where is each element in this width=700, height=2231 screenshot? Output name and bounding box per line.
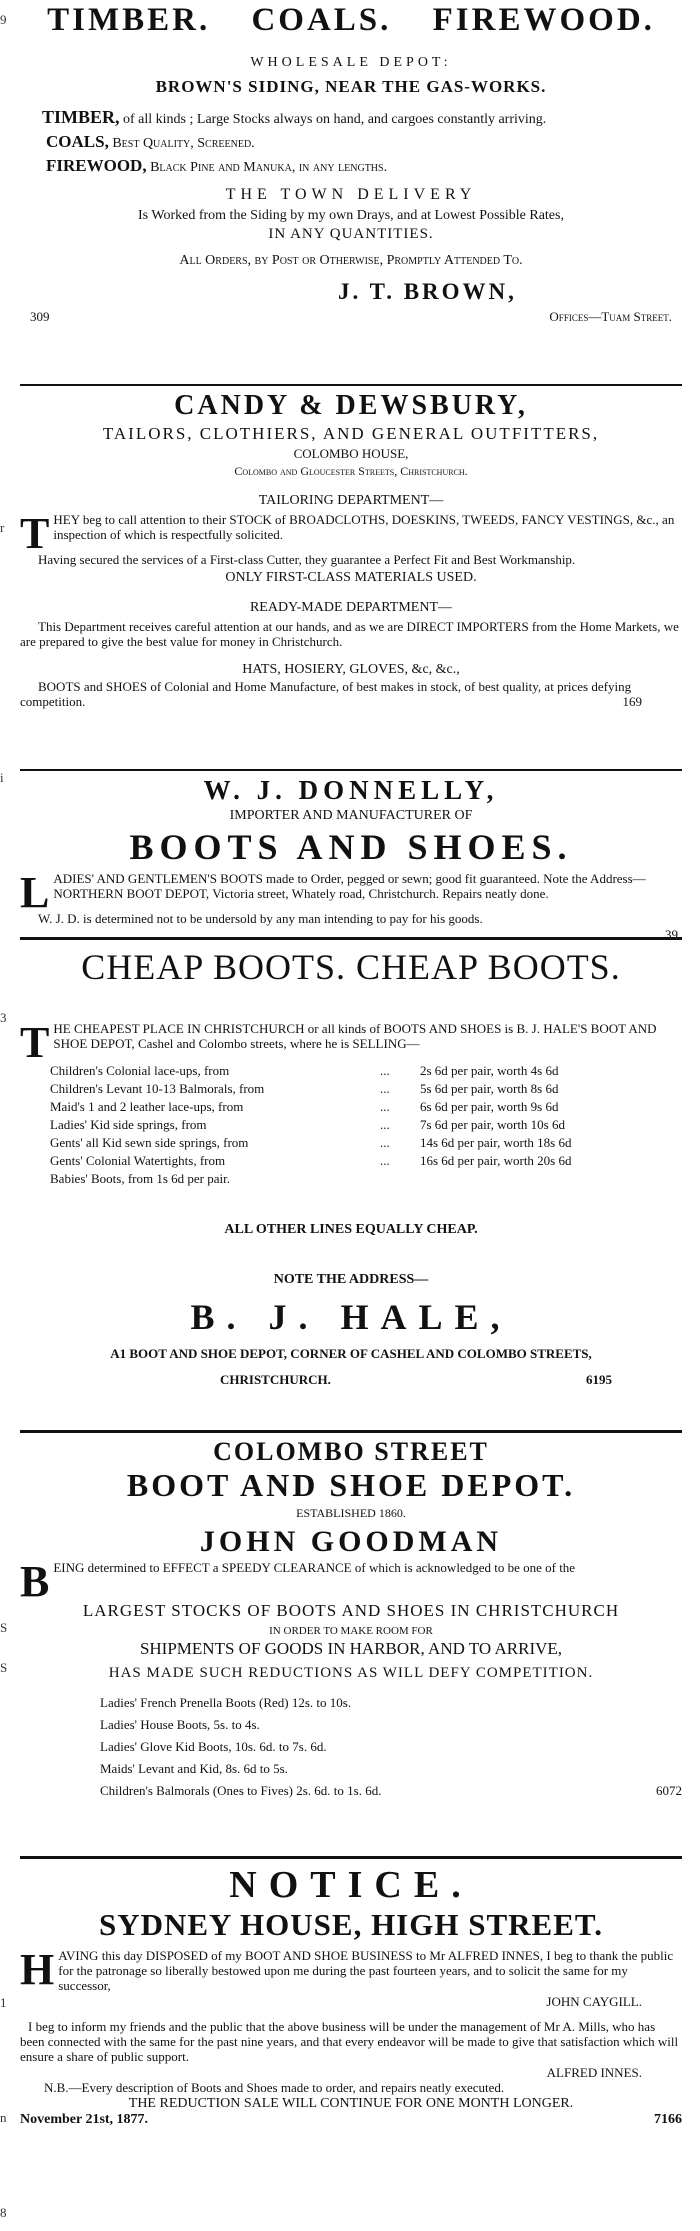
timber-label: TIMBER, (42, 107, 120, 127)
item-dots: ... (380, 1135, 390, 1150)
donnelly-text-2: W. J. D. is determined not to be undersold by any man intending to pay for his goods. (38, 911, 483, 926)
caygill-text: AVING this day DISPOSED of my BOOT AND SHOE BUSINESS to Mr ALFRED INNES, I beg to thank the public for the patronage so liberally bestowed upon me during the past fourteen years, and to solicit the same for my successor, (58, 1948, 674, 1993)
coals-text: Best Quality, Screened. (112, 136, 255, 151)
advert-hale (20, 946, 682, 1426)
margin-mark: 8 (0, 2205, 7, 2220)
hats-line: HATS, HOSIERY, GLOVES, &c, &c., (242, 661, 460, 677)
divider (20, 937, 682, 940)
ad-number: 6072 (656, 1783, 682, 1798)
cutter-text: Having secured the services of a First-class Cutter, they guarantee a Perfect Fit and Best Workmanship. (38, 552, 576, 567)
advert-sydney-house (20, 1863, 682, 2163)
item-name: Children's Levant 10-13 Balmorals, from (50, 1081, 265, 1096)
drop-cap: H (20, 1945, 55, 1994)
ad-number: 169 (622, 693, 642, 709)
item-price: 6s 6d per pair, worth 9s 6d (420, 1099, 559, 1114)
advert-candy-dewsbury (20, 390, 682, 765)
margin-mark: r (0, 520, 5, 535)
price-item: Ladies' French Prenella Boots (Red) 12s. to 10s. (100, 1695, 352, 1710)
drop-cap: B (20, 1557, 50, 1606)
margin-mark: 3 (0, 1010, 7, 1025)
shipments-line: SHIPMENTS OF GOODS IN HARBOR, AND TO ARRIVE, (139, 1639, 563, 1658)
item-price: 14s 6d per pair, worth 18s 6d (420, 1135, 572, 1150)
signature-caygill: JOHN CAYGILL. (546, 1993, 642, 2009)
price-item-last (100, 1780, 682, 1802)
coals-label: COALS, (46, 132, 109, 151)
boots-text: BOOTS and SHOES of Colonial and Home Manufacture, of best makes in stock, of best quality, at prices defying competition. (20, 678, 632, 709)
divider (20, 1856, 682, 1859)
item-price: 7s 6d per pair, worth 10s 6d (420, 1117, 565, 1132)
delivery-title: THE TOWN DELIVERY (225, 186, 477, 203)
advert-goodman (20, 1437, 682, 1852)
firewood-line (20, 156, 682, 176)
price-item: Children's Balmorals (Ones to Fives) 2s. 6d. to 1s. 6d. (100, 1783, 382, 1798)
drop-cap: T (20, 1018, 50, 1067)
note-address: NOTE THE ADDRESS— (273, 1272, 429, 1287)
reductions-line: HAS MADE SUCH REDUCTIONS AS WILL DEFY COMPETITION. (108, 1665, 594, 1681)
nb-line: N.B.—Every description of Boots and Shoes made to order, and repairs neatly executed. (44, 2079, 505, 2095)
ad-number: 7166 (654, 2111, 682, 2127)
being-paragraph (20, 1557, 682, 1606)
margin-mark: S (0, 1620, 8, 1635)
price-row (50, 1116, 682, 1134)
headline-1: COLOMBO STREET (213, 1437, 489, 1466)
readymade-title: READY-MADE DEPARTMENT— (249, 599, 453, 615)
item-price: 5s 6d per pair, worth 8s 6d (420, 1081, 559, 1096)
ad-number: 6195 (586, 1372, 612, 1387)
price-list (20, 1062, 682, 1188)
drop-cap: L (20, 868, 50, 917)
city-row (20, 1372, 682, 1388)
caygill-paragraph (20, 1945, 682, 1994)
margin-mark: i (0, 770, 4, 785)
firewood-text: Black Pine and Manuka, in any lengths. (150, 160, 388, 175)
headline: CHEAP BOOTS. CHEAP BOOTS. (81, 947, 621, 987)
tailoring-title: TAILORING DEPARTMENT— (258, 493, 444, 508)
hale-intro (20, 1018, 682, 1067)
drop-cap: T (20, 509, 50, 558)
headline-2: BOOT AND SHOE DEPOT. (126, 1467, 576, 1503)
donnelly-text: ADIES' AND GENTLEMEN'S BOOTS made to Order, pegged or sewn; good fit guaranteed. Note the Address—NORTHERN BOOT DEPOT, Victoria street, Whately road, Christchurch. Repairs neatly done. (53, 871, 646, 901)
headline: CANDY & DEWSBURY, (174, 390, 528, 421)
margin-mark: S (0, 1660, 8, 1675)
innes-text: I beg to inform my friends and the public that the above business will be under the management of Mr A. Mills, who has been connected with the same for the past nine years, and that every endeavor will be made to give that satisfaction which will ensure a share of public support. (20, 2018, 679, 2064)
timber-text: of all kinds ; Large Stocks always on hand, and cargoes constantly arriving. (123, 112, 547, 127)
item-dots: ... (380, 1081, 390, 1096)
offices-line: Offices—Tuam Street. (549, 309, 672, 324)
price-row (50, 1134, 682, 1152)
footer-row (20, 309, 682, 325)
subhead: IMPORTER AND MANUFACTURER OF (229, 808, 473, 823)
price-row (50, 1080, 682, 1098)
sydney-house-subhead: SYDNEY HOUSE, HIGH STREET. (98, 1907, 604, 1942)
item-dots: ... (380, 1153, 390, 1168)
materials-line: ONLY FIRST-CLASS MATERIALS USED. (225, 569, 477, 585)
price-row (50, 1062, 682, 1080)
item-name: Maid's 1 and 2 leather lace-ups, from (50, 1099, 244, 1114)
date: November 21st, 1877. (20, 2111, 149, 2127)
item-name: Gents' Colonial Watertights, from (50, 1153, 226, 1168)
price-item: Ladies' Glove Kid Boots, 10s. 6d. to 7s. 6d. (100, 1739, 327, 1754)
tailoring-paragraph (20, 509, 682, 558)
being-text: EING determined to EFFECT a SPEEDY CLEARANCE of which is acknowledged to be one of the (53, 1560, 576, 1575)
item-name: Ladies' Kid side springs, from (50, 1117, 207, 1132)
item-dots: ... (380, 1117, 390, 1132)
item-price: 16s 6d per pair, worth 20s 6d (420, 1153, 572, 1168)
signature-innes: ALFRED INNES. (546, 2064, 642, 2080)
subhead: TAILORS, CLOTHIERS, AND GENERAL OUTFITTERS, (102, 424, 600, 443)
timber-line (20, 107, 682, 128)
ad-number: 39 (665, 926, 678, 942)
advert-donnelly (20, 775, 682, 942)
all-other-line: ALL OTHER LINES EQUALLY CHEAP. (224, 1222, 478, 1237)
price-item: Ladies' House Boots, 5s. to 4s. (100, 1717, 260, 1732)
goodman-name: JOHN GOODMAN (199, 1525, 503, 1558)
firewood-label: FIREWOOD, (46, 156, 147, 175)
city: CHRISTCHURCH. (220, 1372, 331, 1387)
delivery-text: Is Worked from the Siding by my own Drays, and at Lowest Possible Rates, (138, 208, 564, 223)
margin-mark: 9 (0, 12, 7, 27)
item-price: 2s 6d per pair, worth 4s 6d (420, 1063, 559, 1078)
babies-line: Babies' Boots, from 1s 6d per pair. (50, 1171, 230, 1186)
divider (20, 769, 682, 771)
signature-brown: J. T. BROWN, (338, 279, 517, 304)
delivery-quantity: IN ANY QUANTITIES. (268, 226, 434, 242)
price-item: Maids' Levant and Kid, 8s. 6d to 5s. (100, 1761, 288, 1776)
advert-brown-timber (20, 2, 682, 380)
margin-mark: 1 (0, 1995, 7, 2010)
price-row (50, 1098, 682, 1116)
depot-address: A1 BOOT AND SHOE DEPOT, CORNER OF CASHEL AND COLOMBO STREETS, (110, 1346, 592, 1361)
margin-mark: n (0, 2110, 7, 2125)
largest-line: LARGEST STOCKS OF BOOTS AND SHOES IN CHRISTCHURCH (82, 1601, 620, 1620)
donnelly-paragraph (20, 868, 682, 917)
orders-line: All Orders, by Post or Otherwise, Promptly Attended To. (179, 253, 523, 268)
headline: W. J. DONNELLY, (203, 775, 499, 805)
item-dots: ... (380, 1063, 390, 1078)
item-name: Children's Colonial lace-ups, from (50, 1063, 230, 1078)
divider (20, 384, 682, 386)
price-row (50, 1152, 682, 1170)
item-name: Gents' all Kid sewn side springs, from (50, 1135, 249, 1150)
hale-name: B. J. HALE, (190, 1297, 512, 1337)
goodman-price-list (20, 1692, 682, 1802)
established: ESTABLISHED 1860. (296, 1506, 406, 1520)
reduction-line: THE REDUCTION SALE WILL CONTINUE FOR ONE MONTH LONGER. (128, 2095, 574, 2111)
notice-headline: NOTICE. (229, 1864, 473, 1906)
tailoring-text: HEY beg to call attention to their STOCK of BROADCLOTHS, DOESKINS, TWEEDS, FANCY VESTINGS, &c., an inspection of which is respectfully solicited. (53, 512, 675, 542)
house-name: COLOMBO HOUSE, (293, 446, 409, 461)
in-order-line: IN ORDER TO MAKE ROOM FOR (269, 1625, 433, 1637)
depot-location: BROWN'S SIDING, NEAR THE GAS-WORKS. (155, 77, 547, 96)
divider (20, 1430, 682, 1433)
depot-title: WHOLESALE DEPOT: (250, 55, 452, 70)
address: Colombo and Gloucester Streets, Christchurch. (234, 464, 468, 478)
coals-line (20, 132, 682, 152)
ad-number: 309 (30, 309, 50, 324)
item-dots: ... (380, 1099, 390, 1114)
date-row (20, 2112, 682, 2128)
product-line: BOOTS AND SHOES. (129, 827, 573, 867)
readymade-text: This Department receives careful attention at our hands, and as we are DIRECT IMPORTERS from the Home Markets, we are prepared to give the best value for money in Christchurch. (20, 618, 679, 649)
headline: TIMBER. COALS. FIREWOOD. (47, 2, 655, 38)
hale-intro-text: HE CHEAPEST PLACE IN CHRISTCHURCH or all kinds of BOOTS AND SHOES is B. J. HALE'S BOOT AND SHOE DEPOT, Cashel and Colombo streets, where he is SELLING— (53, 1021, 657, 1051)
